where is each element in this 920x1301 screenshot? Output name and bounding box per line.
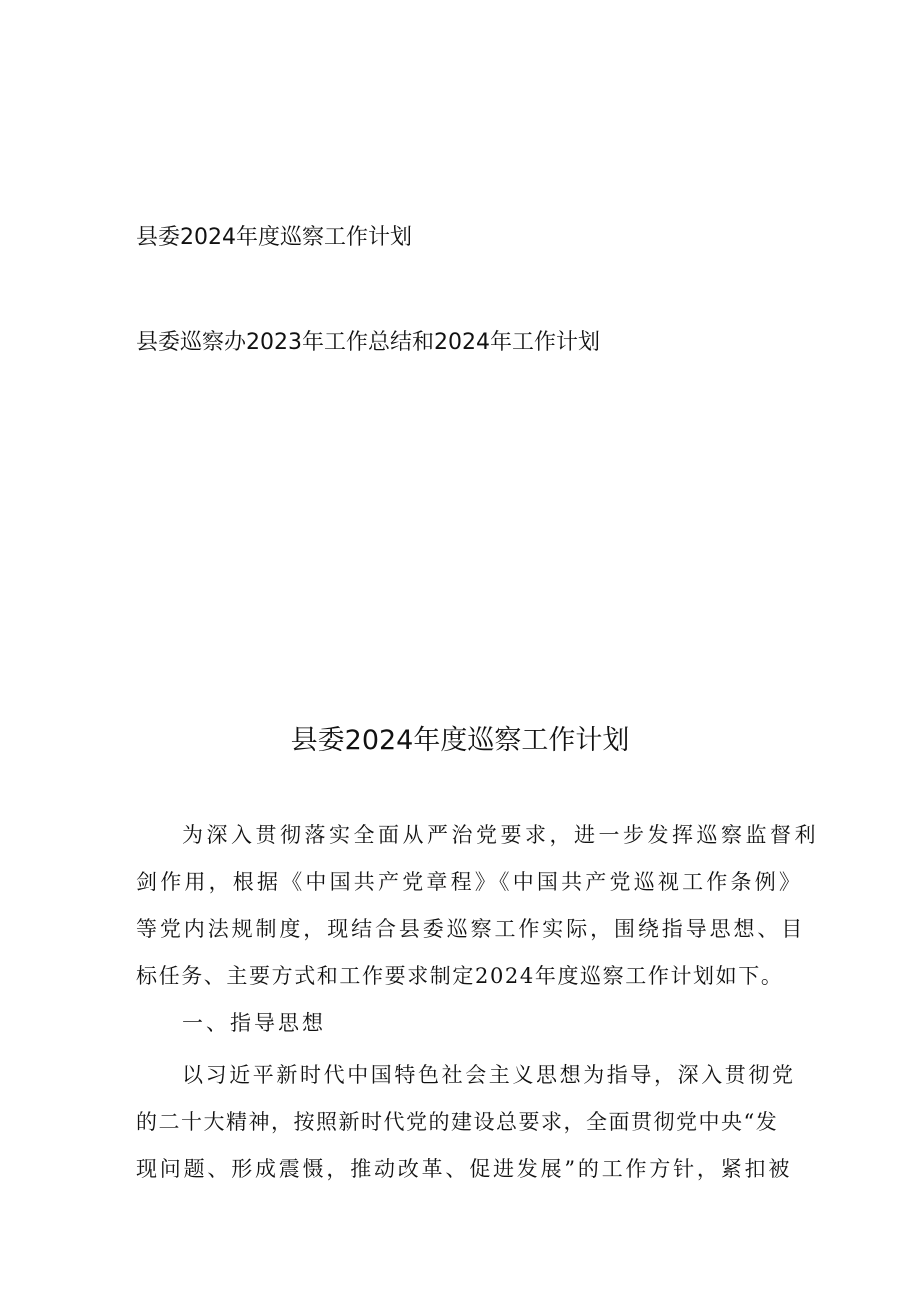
paragraph-line: 现问题、形成震慑，推动改革、促进发展”的工作方针，紧扣被 bbox=[136, 1157, 793, 1181]
contents-item-2: 县委巡察办2023年工作总结和2024年工作计划 bbox=[136, 330, 600, 355]
paragraph-line: 以习近平新时代中国特色社会主义思想为指导，深入贯彻党 bbox=[182, 1063, 796, 1087]
paragraph-line: 剑作用，根据《中国共产党章程》《中国共产党巡视工作条例》 bbox=[136, 870, 804, 894]
contents-item-1: 县委2024年度巡察工作计划 bbox=[136, 225, 412, 250]
paragraph-line: 标任务、主要方式和工作要求制定2024年度巡察工作计划如下。 bbox=[136, 964, 784, 988]
document-title: 县委2024年度巡察工作计划 bbox=[290, 725, 630, 756]
paragraph-line: 为深入贯彻落实全面从严治党要求，进一步发挥巡察监督利 bbox=[182, 823, 819, 847]
section-heading: 一、指导思想 bbox=[182, 1011, 326, 1035]
paragraph-line: 等党内法规制度，现结合县委巡察工作实际，围绕指导思想、目 bbox=[136, 917, 806, 941]
paragraph-line: 的二十大精神，按照新时代党的建设总要求，全面贯彻党中央“发 bbox=[136, 1110, 779, 1134]
